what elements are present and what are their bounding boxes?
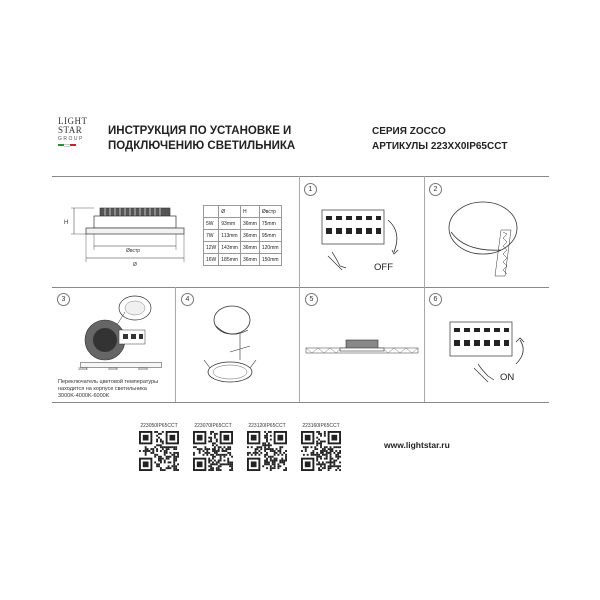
- table-row: [204, 218, 282, 230]
- step3-color-switch-illustration: [75, 294, 175, 364]
- off-label: OFF: [374, 262, 393, 273]
- color-temperature-note: [58, 379, 198, 400]
- table-cell: 113mm: [219, 230, 241, 242]
- luminaire-dimension-drawing: [58, 190, 198, 270]
- table-cell: 5W: [204, 218, 219, 230]
- dimension-diameter-label: Ø: [133, 262, 137, 268]
- switch-label-4000k: 4000K: [108, 367, 119, 371]
- table-row: [204, 254, 282, 266]
- step-number-6: 6: [429, 293, 442, 306]
- switch-label-6000k: 6000K: [138, 367, 149, 371]
- qr-code-icon[interactable]: [193, 431, 233, 471]
- qr-block: [296, 423, 346, 478]
- qr-label: 223070IP65CCT: [194, 423, 232, 429]
- table-header-cell: Øвстр: [259, 206, 281, 218]
- step1-terminal-off-illustration: [318, 200, 418, 280]
- dimension-h-label: H: [64, 220, 69, 226]
- articles-label: АРТИКУЛЫ 223XX0IP65CCT: [372, 141, 508, 152]
- qr-block: [134, 423, 184, 478]
- page-title: [108, 124, 295, 154]
- title-line-2: ПОДКЛЮЧЕНИЮ СВЕТИЛЬНИКА: [108, 140, 296, 152]
- table-cell: 93mm: [219, 218, 241, 230]
- panel-divider: [424, 176, 425, 287]
- brand-logo: [58, 117, 98, 163]
- table-cell: 143mm: [219, 242, 241, 254]
- table-cell: 120mm: [259, 242, 281, 254]
- panel-divider: [299, 176, 300, 287]
- qr-code-icon[interactable]: [139, 431, 179, 471]
- note-line-3: 3000K-4000K-6000K: [58, 393, 110, 399]
- table-row: [204, 242, 282, 254]
- divider-bottom: [52, 402, 549, 403]
- qr-label: 223160IP65CCT: [302, 423, 340, 429]
- table-cell: 150mm: [259, 254, 281, 266]
- table-header-row: [204, 206, 282, 218]
- step2-remove-ceiling-illustration: [445, 198, 535, 278]
- step5-installed-section-illustration: [300, 334, 424, 364]
- table-cell: 16W: [204, 254, 219, 266]
- dimension-table: [203, 205, 282, 266]
- table-header-cell: Ø: [219, 206, 241, 218]
- website-link[interactable]: www.lightstar.ru: [384, 440, 450, 450]
- step-number-4: 4: [181, 293, 194, 306]
- step-number-3: 3: [57, 293, 70, 306]
- step4-insert-luminaire-illustration: [200, 300, 280, 390]
- table-cell: 7W: [204, 230, 219, 242]
- qr-block: [188, 423, 238, 478]
- cct-switch-labels: [78, 367, 148, 371]
- step-number-5: 5: [305, 293, 318, 306]
- note-line-1: Переключатель цветовой температуры: [58, 379, 159, 385]
- step-number-1: 1: [304, 183, 317, 196]
- table-cell: 12W: [204, 242, 219, 254]
- table-cell: 95mm: [259, 230, 281, 242]
- table-cell: 185mm: [219, 254, 241, 266]
- switch-label-3000k: 3000K: [78, 367, 89, 371]
- table-cell: 75mm: [259, 218, 281, 230]
- series-block: [372, 124, 508, 154]
- qr-code-icon[interactable]: [301, 431, 341, 471]
- divider-top: [52, 176, 549, 177]
- table-header-cell: [204, 206, 219, 218]
- qr-label: 223050IP65CCT: [140, 423, 178, 429]
- table-cell: 36mm: [240, 242, 259, 254]
- step-number-2: 2: [429, 183, 442, 196]
- title-line-1: ИНСТРУКЦИЯ ПО УСТАНОВКЕ И: [108, 125, 292, 137]
- qr-block: [242, 423, 292, 478]
- table-cell: 36mm: [240, 218, 259, 230]
- table-cell: 36mm: [240, 254, 259, 266]
- table-cell: 36mm: [240, 230, 259, 242]
- qr-code-icon[interactable]: [247, 431, 287, 471]
- divider-middle: [52, 287, 549, 288]
- on-label: ON: [500, 372, 515, 383]
- logo-text-group: GROUP: [58, 136, 84, 142]
- italian-flag-icon: [58, 144, 98, 147]
- panel-divider: [424, 287, 425, 402]
- note-line-2: находится на корпусе светильника: [58, 386, 147, 392]
- step6-terminal-on-illustration: [442, 318, 542, 388]
- table-row: [204, 230, 282, 242]
- logo-text-line1: LIGHT: [58, 116, 88, 126]
- table-header-cell: H: [240, 206, 259, 218]
- qr-label: 223120IP65CCT: [248, 423, 286, 429]
- series-label: СЕРИЯ ZOCCO: [372, 126, 446, 137]
- logo-text-line2: STAR: [58, 125, 83, 135]
- dimension-cutout-label: Øвстр: [126, 248, 141, 254]
